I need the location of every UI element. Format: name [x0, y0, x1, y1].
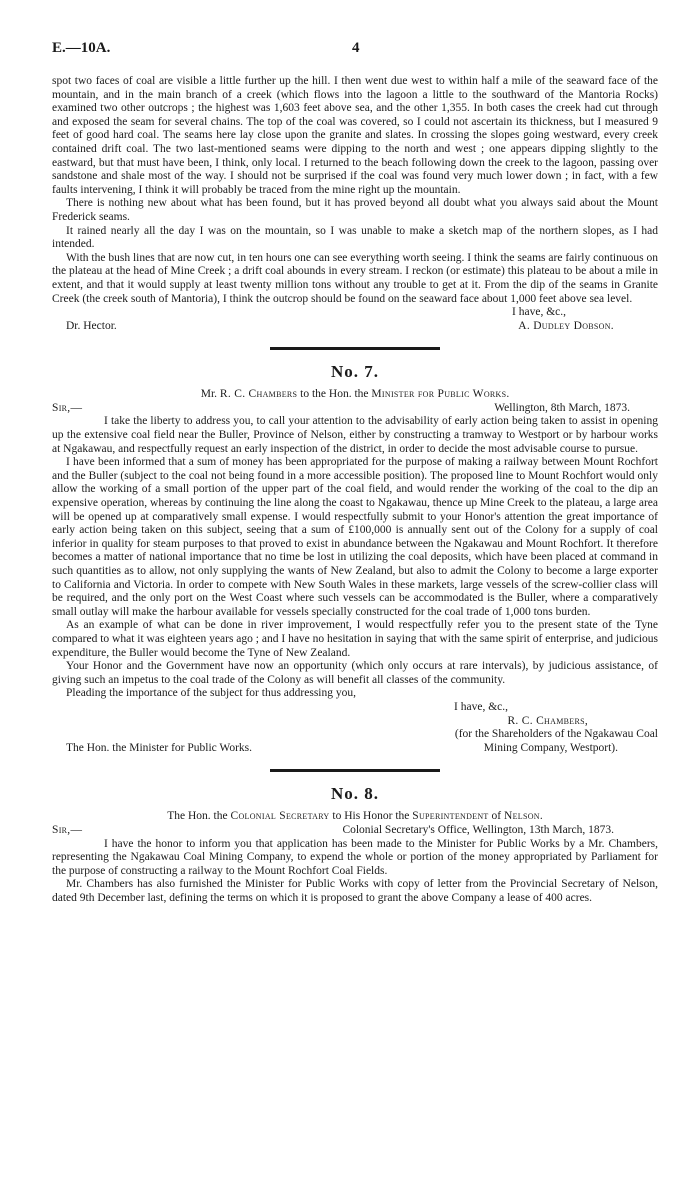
document-page [52, 40, 658, 905]
signature [52, 715, 658, 729]
paragraph: It rained nearly all the day I was on the mountain, so I was unable to make a sketch map of the northern slopes, as I had intended. [52, 224, 658, 251]
closing: I have, &c., [454, 700, 508, 713]
salutation: Sir,— [52, 823, 83, 836]
signature: A. Dudley Dobson. [518, 319, 614, 332]
closing: I have, &c., [512, 306, 566, 319]
paragraph: I take the liberty to address you, to call your attention to the advisability of early action being taken to assist in opening up the extensive coal field near the Buller, Province of Nelson, either by constructing a tramway to Westport or by harbour works at Ngakawau, and respectfully request an early inspection of the district, in order to decide the most advisable course to pursue. [52, 415, 658, 455]
title-text: to the Hon. the [297, 388, 372, 401]
title-text: . [506, 388, 510, 401]
title-sender: Colonial Secretary [230, 810, 330, 823]
paragraph: I have been informed that a sum of money has been appropriated for the purpose of making a railway between Mount Rochfort and the Buller (subject to the coal not being found in a more accessible position). The proposed line to Mount Rochfort would only allow the working of a small portion of the upper part of the coal field, and would render the working of the coal to the dip an expensive operation, whereas by continuing the line along the coast to Ngakawau, thence up Mine Creek to the plateau, a large area will be opened up at comparatively small expense. I would respectfully submit to your Honor's attention the great importance of early action being taken on this subject, seeing that a sum of £100,000 is annually sent out of the Colony for a supply of coal inferior in quality for steam purposes to that proved to exist in abundance between the Ngakawau and Mount Rochfort. It therefore becomes a matter of national importance that no time be lost in utilizing the coal deposits, which have been placed at command in such quantities as to allow, not only supplying the wants of New Zealand, but also to admit the Colony to become a large exporter to California and Victoria. In order to compete with New South Wales in these markets, large vessels of the screw-collier class will be required, and the only port on the West Coast where such vessels can be accommodated is the Buller, where a comparatively small outlay will make the harbour available for vessels specially constructed for the coal trade of 1,000 tons burden. [52, 456, 658, 618]
letter-title [52, 810, 658, 824]
paragraph: Your Honor and the Government have now an opportunity (which only occurs at rare intervals), by judicious assistance, of giving such an impetus to the coal trade of the Colony as will benefit all classes of the community. [52, 660, 658, 686]
place-date: Colonial Secretary's Office, Wellington, 13th March, 1873. [342, 823, 614, 836]
section-divider [270, 769, 440, 772]
paragraph: As an example of what can be done in river improvement, I would respectfully refer you to the present state of the Tyne compared to what it was eighteen years ago ; and I have no hesitation in saying that with the same spirit of enterprise, and judicious expenditure, the Buller would become the Tyne of New Zealand. [52, 619, 658, 659]
paragraph: There is nothing new about what has been found, but it has proved beyond all doubt what you always said about the Mount Frederick seams. [52, 197, 658, 223]
letter-no-7 [52, 362, 658, 755]
letter-title [52, 388, 658, 402]
title-recipient: Superintendent [412, 810, 489, 823]
signature-note: (for the Shareholders of the Ngakawau Coal [454, 728, 658, 741]
title-sender: R. C. Chambers [219, 388, 298, 401]
paragraph: With the bush lines that are now cut, in ten hours one can see everything worth seeing. I think the seams are fairly continuous on the plateau at the head of Mine Creek ; a drift coal abounds in every stream. I reckon (or estimate) this plateau to be about a mile in extent, and that it would supply at least twenty million tons without any trouble to get at it. From the dip of the seams in Granite Creek (the creek south of Mantoria), I think the outcrop should be found on the seaward face about 1,000 feet above sea level. [52, 251, 658, 305]
title-place: Nelson [503, 810, 540, 823]
title-text: . [539, 810, 543, 823]
page-header [52, 40, 658, 57]
letter-continuation [52, 75, 658, 333]
title-text: of [488, 810, 504, 823]
paragraph: Pleading the importance of the subject for thus addressing you, [66, 687, 356, 700]
paragraph: spot two faces of coal are visible a little further up the hill. I then went due west to within half a mile of the seaward face of the mountain, and in the main branch of a creek (which flows into the lagoon a little to the southward of the Mantoria Rocks) examined two other outcrops ; the highest was 1,603 feet above sea, and the other 1,355. In both cases the creek had cut through and exposed the seam for several chains. The top of the coal was covered, so I could not ascertain its thickness, but I measured 9 feet of good hard coal. The seams here lay close upon the granite and slates. In crossing the slopes going westward, every creek contained drift coal. The two last-mentioned seams were dipping to the north and west ; one appears dipping slightly to the eastward, but that must have been, I think, only local. I returned to the beach following down the creek to the lagoon, passing over sandstone and shale most of the way. I should not be surprised if the coal was found very much lower down ; in fact, with a few faults intervening, I think it will probably be traced from the mine right up the mountain. [52, 75, 658, 196]
addressee: The Hon. the Minister for Public Works. [66, 741, 253, 754]
salutation: Sir,— [52, 401, 83, 414]
section-divider [270, 347, 440, 350]
addressee: Dr. Hector. [66, 319, 117, 332]
document-number: No. 8. [330, 784, 380, 804]
signature-row [52, 728, 658, 742]
paragraph: I have the honor to inform you that application has been made to the Minister for Public Works by a Mr. Chambers, representing the Ngakawau Coal Mining Company, to expend the whole or portion of the money appropriated by Parliament for the purpose of constructing a railway to the Mount Rochfort Coal Fields. [52, 837, 658, 877]
title-text: to His Honor the [329, 810, 413, 823]
signature-note: Mining Company, Westport). [483, 741, 618, 754]
page-number: 4 [352, 40, 360, 56]
letter-no-8 [52, 784, 658, 905]
header-reference: E.—10A. [52, 40, 111, 56]
salutation-row [52, 402, 658, 416]
signature-row [52, 320, 658, 334]
document-number: No. 7. [330, 362, 380, 382]
signature-row [52, 742, 658, 756]
place-date: Wellington, 8th March, 1873. [494, 401, 630, 414]
title-text: The Hon. the [167, 810, 231, 823]
signature-name: R. C. Chambers, [507, 714, 588, 727]
paragraph: Mr. Chambers has also furnished the Minister for Public Works with copy of letter from the Provincial Secretary of Nelson, dated 9th December last, defining the terms on which it is proposed to grant the above Company a lease of 400 acres. [52, 878, 658, 904]
salutation-row [52, 824, 658, 838]
title-recipient: Minister for Public Works [371, 388, 507, 401]
title-text: Mr. [200, 388, 220, 401]
